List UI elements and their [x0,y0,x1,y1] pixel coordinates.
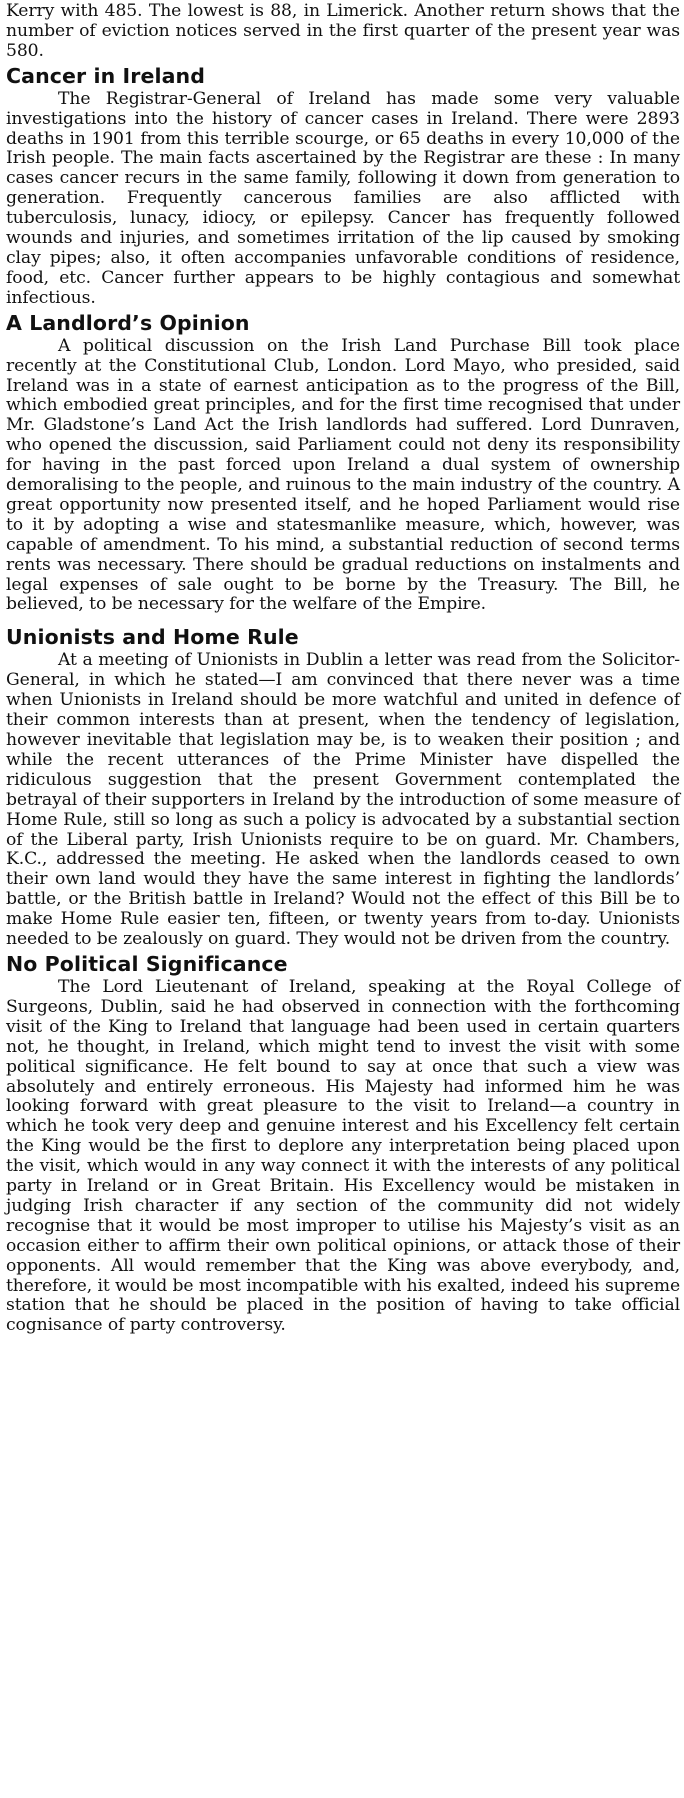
intro-paragraph: Kerry with 485. The lowest is 88, in Limerick. Another return shows that the number of eviction notices served in the first quarter of the present year was 580. [6,1,680,61]
article-paragraph: At a meeting of Unionists in Dublin a letter was read from the Solicitor-General, in which he stated—I am convinced that there never was a time when Unionists in Ireland should be more watchful and united in defence of their common interests than at present, when the tendency of legislation, however inevitable that legislation may be, is to weaken their position ; and while the recent utterances of the Prime Minister have dispelled the ridiculous suggestion that the present Government contemplated the betrayal of their supporters in Ireland by the introduction of some measure of Home Rule, still so long as such a policy is advocated by a substantial section of the Liberal party, Irish Unionists require to be on guard. Mr. Chambers, K.C., addressed the meeting. He asked when the landlords ceased to own their own land would they have the same interest in fighting the landlords’ battle, or the British battle in Ireland? Would not the effect of this Bill be to make Home Rule easier ten, fifteen, or twenty years from to-day. Unionists needed to be zealously on guard. They would not be driven from the country. [6,650,680,950]
article-heading: No Political Significance [6,951,288,976]
spacer [6,615,680,623]
article-heading: A Landlord’s Opinion [6,310,250,335]
article-unionists-and-home-rule [6,626,680,950]
article-heading: Cancer in Ireland [6,63,206,88]
article-paragraph: The Registrar-General of Ireland has made some very valuable investigations into the history of cancer cases in Ireland. There were 2893 deaths in 1901 from this terrible scourge, or 65 deaths in every 10,000 of the Irish people. The main facts ascertained by the Registrar are these : In many cases cancer recurs in the same family, following it down from generation to generation. Frequently cancerous families are also afflicted with tuberculosis, lunacy, idiocy, or epilepsy. Cancer has frequently followed wounds and injuries, and sometimes irritation of the lip caused by smoking clay pipes; also, it often accompanies unfavorable conditions of residence, food, etc. Cancer further appears to be highly contagious and somewhat infectious. [6,88,680,308]
article-paragraph: The Lord Lieutenant of Ireland, speaking at the Royal College of Surgeons, Dublin, said he had observed in connection with the forthcoming visit of the King to Ireland that language had been used in certain quarters not, he thought, in Ireland, which might tend to invest the visit with some political significance. He felt bound to say at once that such a view was absolutely and entirely erroneous. His Majesty had informed him he was looking forward with great pleasure to the visit to Ireland—a country in which he took very deep and genuine interest and his Excellency felt certain the King would be the first to deplore any interpretation being placed upon the visit, which would in any way connect it with the interests of any political party in Ireland or in Great Britain. His Excellency would be mistaken in judging Irish character if any section of the community did not widely recognise that it would be most improper to utilise his Majesty’s visit as an occasion either to affirm their own political opinions, or attack those of their opponents. All would remember that the King was above everybody, and, therefore, it would be most incompatible with his exalted, indeed his supreme station that he should be placed in the position of having to take official cognisance of party controversy. [6,976,681,1336]
newspaper-page [6,2,680,1336]
article-heading: Unionists and Home Rule [6,625,299,650]
article-paragraph: A political discussion on the Irish Land Purchase Bill took place recently at the Constitutional Club, London. Lord Mayo, who presided, said Ireland was in a state of earnest anticipation as to the progress of the Bill, which embodied great principles, and for the first time recognised that under Mr. Gladstone’s Land Act the Irish landlords had suffered. Lord Dunraven, who opened the discussion, said Parliament could not deny its responsibility for having in the past forced upon Ireland a dual system of ownership demoralising to the people, and ruinous to the main industry of the country. A great opportunity now presented itself, and he hoped Parliament would rise to it by adopting a wise and statesmanlike measure, which, however, was capable of amendment. To his mind, a substantial reduction of second terms rents was necessary. There should be gradual reductions on instalments and legal expenses of sale ought to be borne by the Treasury. The Bill, he believed, to be necessary for the welfare of the Empire. [6,335,680,615]
article-no-political-significance [6,953,680,1336]
article-landlords-opinion [6,312,680,616]
article-cancer-in-ireland [6,65,680,309]
